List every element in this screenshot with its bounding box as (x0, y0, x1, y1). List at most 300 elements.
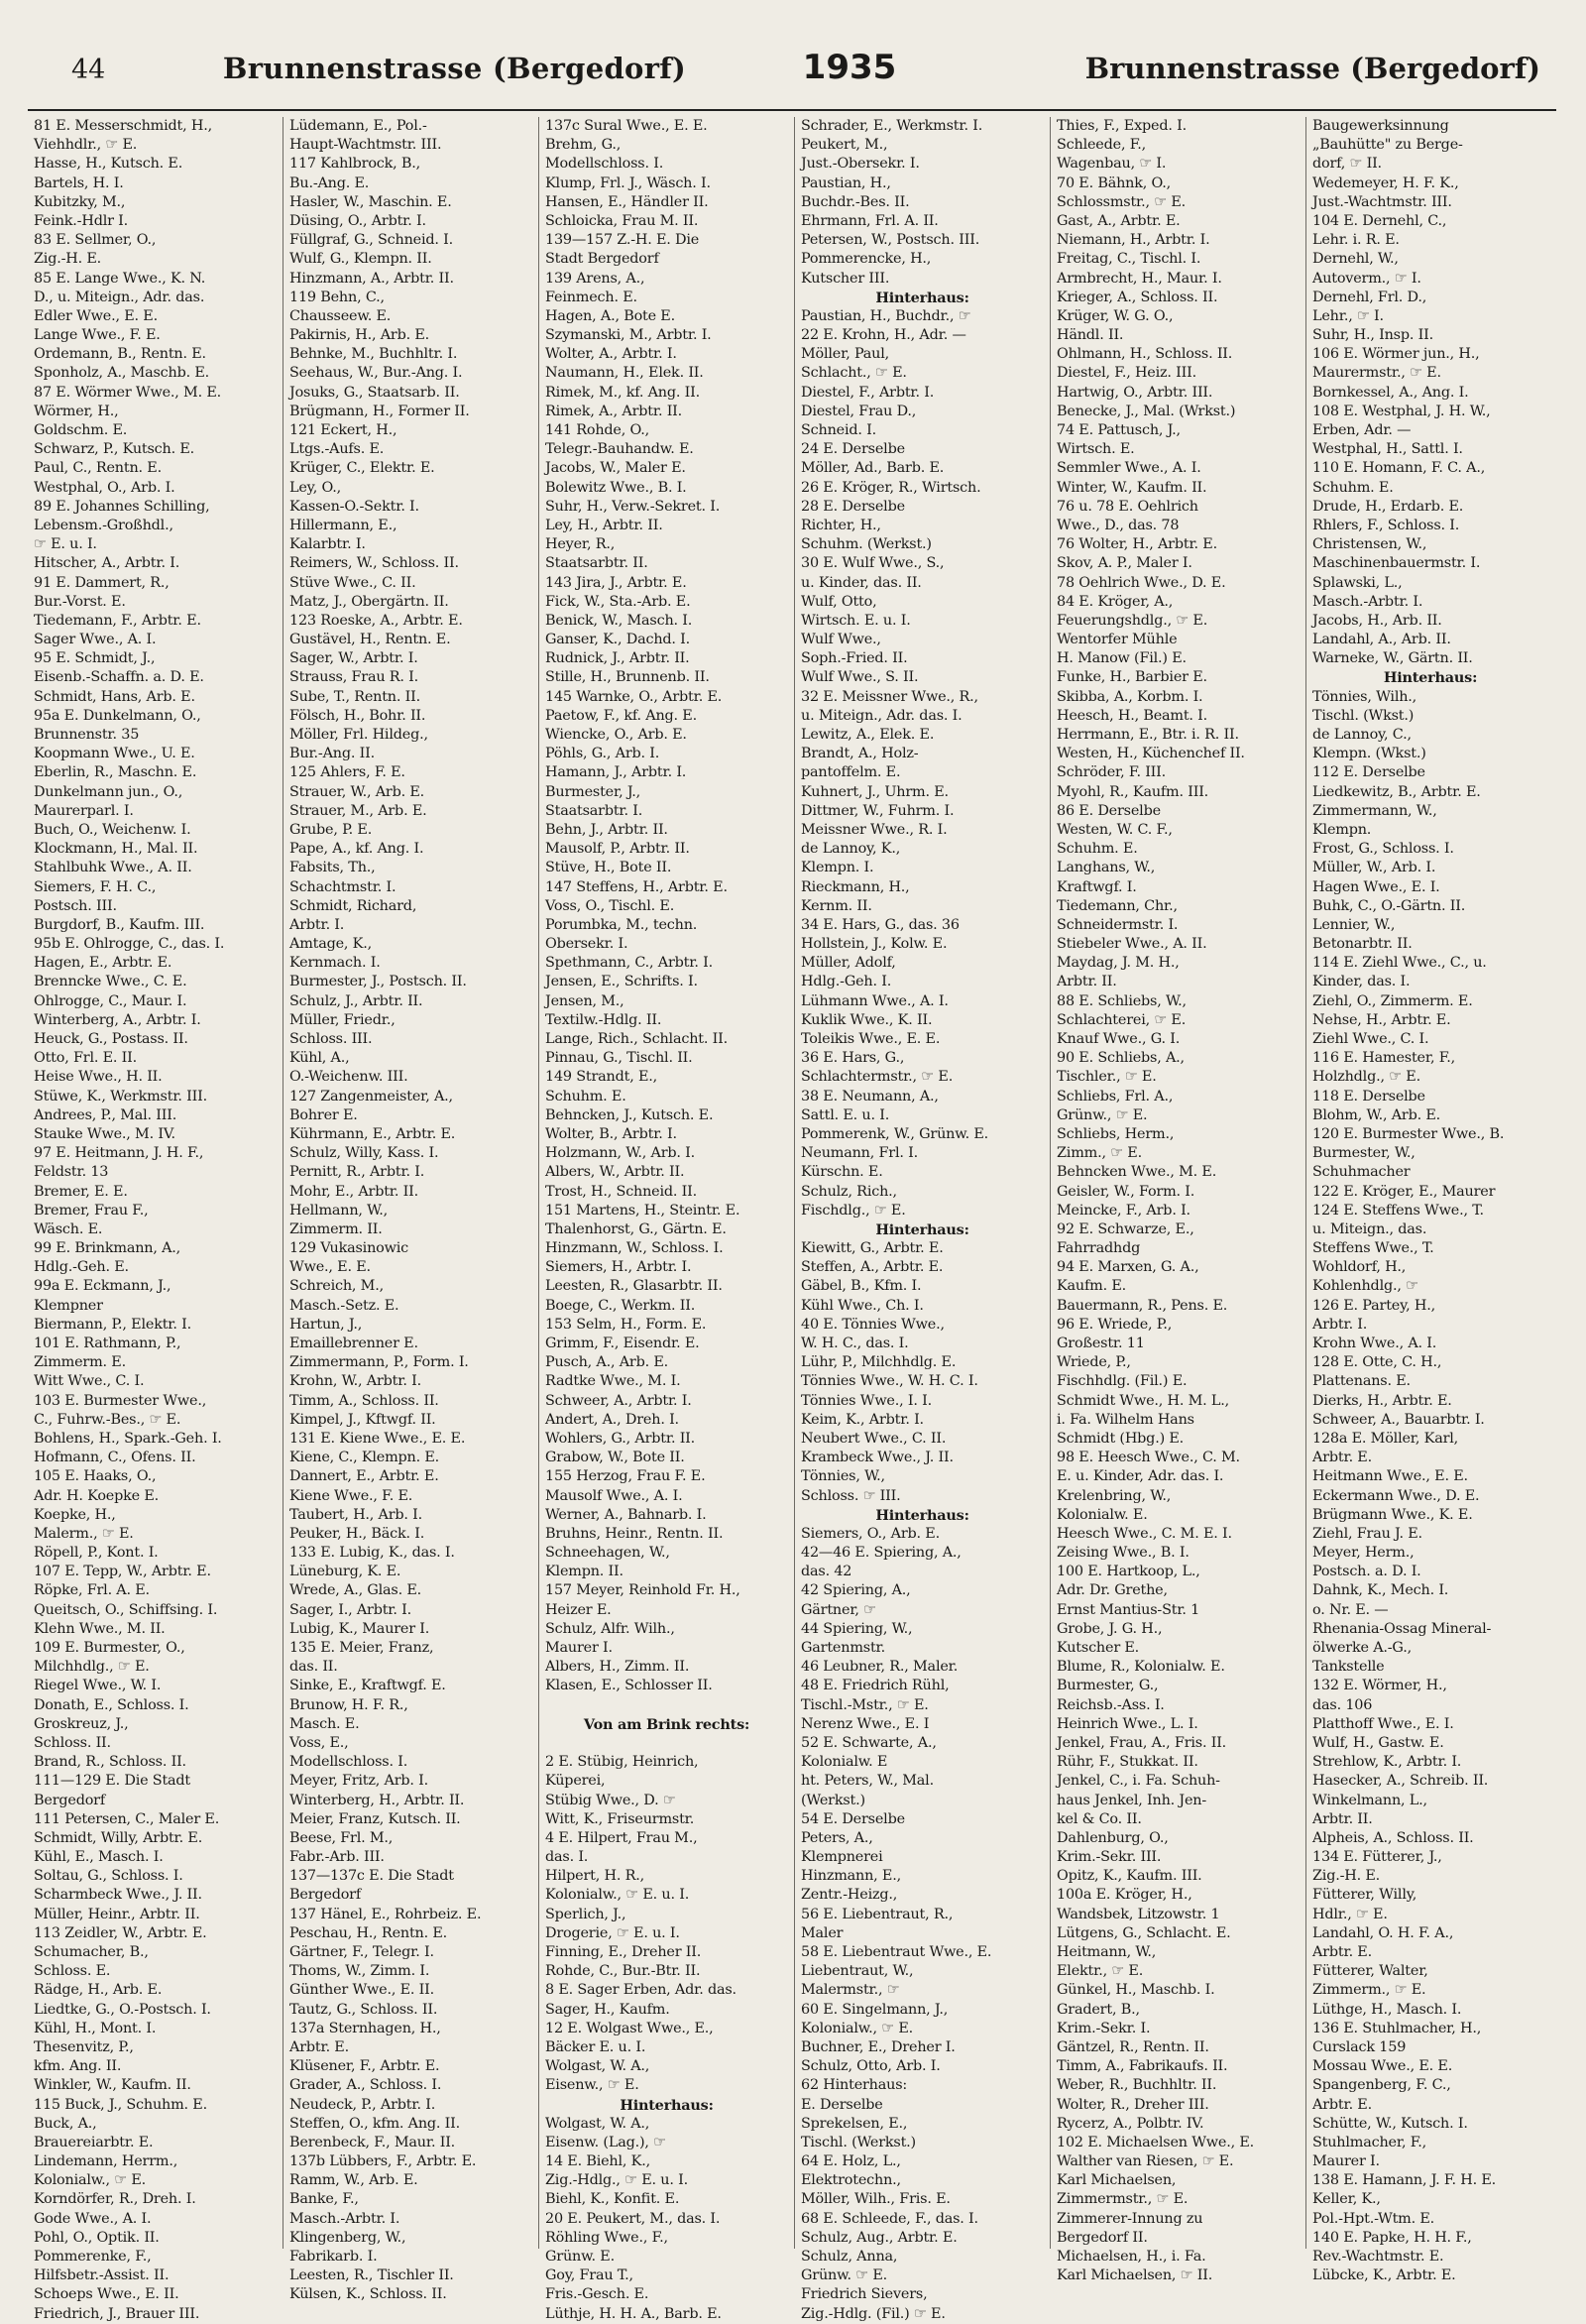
directory-entry-line: Masch. E. (289, 1715, 360, 1732)
directory-entry-line: Grobe, J. G. H., (1057, 1620, 1163, 1637)
directory-entry-line: Schloicka, Frau M. II. (545, 212, 699, 229)
directory-entry-line: Warneke, W., Gärtn. II. (1312, 650, 1473, 667)
directory-entry-line: Beese, Frl. M., (289, 1829, 394, 1846)
directory-entry-line: Burmester, W., (1312, 1145, 1416, 1162)
directory-entry-line: Wäsch. E. (34, 1220, 103, 1237)
directory-entry-line: Fris.-Gesch. E. (545, 2286, 649, 2303)
directory-entry-line: Just.-Wachtmstr. III. (1312, 193, 1452, 210)
directory-entry-line: Kalarbtr. I. (289, 536, 366, 553)
directory-entry-line: Krohn Wwe., A. I. (1312, 1336, 1437, 1351)
directory-entry-line: Wriede, P., (1057, 1354, 1131, 1371)
directory-entry-line: 74 E. Pattusch, J., (1057, 422, 1181, 438)
directory-entry-line: Nerenz Wwe., E. I (801, 1715, 930, 1732)
directory-entry-line: Peuker, H., Bäck. I. (289, 1525, 425, 1542)
directory-entry-line: Schmidt (Hbg.) E. (1057, 1430, 1185, 1447)
directory-entry-line: Rhenania-Ossag Mineral- (1312, 1620, 1492, 1637)
directory-entry-line: Hamann, J., Arbtr. I. (545, 764, 687, 781)
directory-entry-line: Liedtke, G., O.-Postsch. I. (34, 2001, 211, 2018)
directory-entry-line: 143 Jira, J., Arbtr. E. (545, 574, 687, 591)
directory-entry-line: Schulz, Aug., Arbtr. E. (801, 2229, 958, 2246)
directory-entry-line: Tankstelle (1312, 1659, 1385, 1676)
directory-entry-line: Landahl, O. H. F. A., (1312, 1924, 1454, 1941)
directory-entry-line: 123 Roeske, A., Arbtr. E. (289, 612, 463, 629)
directory-entry-line: Wolgast, W. A., (545, 2058, 650, 2075)
directory-entry-line: Schliebs, Frl. A., (1057, 1088, 1174, 1104)
directory-entry-line: Rieckmann, H., (801, 878, 910, 895)
directory-entry-line: Gartenmstr. (801, 1640, 886, 1656)
directory-entry-line: Fabr.-Arb. III. (289, 1849, 385, 1866)
directory-entry-line: Schleede, F., (1057, 137, 1146, 154)
directory-entry-line: Brehm, G., (545, 137, 622, 154)
directory-entry-line: Müller, Heinr., Arbtr. II. (34, 1906, 200, 1922)
directory-entry-line: Mausolf Wwe., A. I. (545, 1487, 683, 1504)
directory-entry-line: 104 E. Dernehl, C., (1312, 212, 1447, 229)
directory-entry-line: 138 E. Hamann, J. F. H. E. (1312, 2172, 1497, 2189)
directory-entry-line: de Lannoy, C., (1312, 727, 1412, 743)
directory-entry-line: Timm, A., Fabrikaufs. II. (1057, 2058, 1228, 2075)
directory-entry-line: Sinke, E., Kraftwgf. E. (289, 1678, 446, 1694)
directory-entry-line: 140 E. Papke, H. H. F., (1312, 2229, 1472, 2246)
directory-entry-line: W. H. C., das. I. (801, 1336, 909, 1351)
directory-entry-line: 83 E. Sellmer, O., (34, 232, 157, 249)
directory-entry-line: Brügmann, H., Former II. (289, 403, 470, 419)
directory-entry-line: Tischl. (Werkst.) (801, 2134, 916, 2150)
directory-entry-line: Hagen, E., Arbtr. E. (34, 955, 172, 972)
directory-entry-line: Jensen, E., Schrifts. I. (545, 974, 698, 990)
directory-column (1051, 117, 1306, 2284)
directory-entry-line: ht. Peters, W., Mal. (801, 1773, 934, 1790)
directory-entry-line: Kiene, C., Klempn. E. (289, 1450, 440, 1466)
directory-entry-line: 56 E. Liebentraut, R., (801, 1906, 954, 1922)
directory-entry-line: Kiene Wwe., F. E. (289, 1487, 413, 1504)
directory-entry-line: 32 E. Meissner Wwe., R., (801, 688, 978, 705)
directory-entry-line: Trost, H., Schneid. II. (545, 1183, 698, 1200)
directory-entry-line: 68 E. Schleede, F., das. I. (801, 2210, 978, 2227)
directory-entry-line: 116 E. Hamester, F., (1312, 1050, 1456, 1067)
directory-entry-line: Ohlmann, H., Schloss. II. (1057, 346, 1233, 363)
directory-entry-line: 135 E. Meier, Franz, (289, 1640, 434, 1656)
directory-entry-line: Hasecker, A., Schreib. II. (1312, 1773, 1489, 1790)
directory-entry-line: 86 E. Derselbe (1057, 802, 1161, 819)
directory-entry-line: Tiedemann, Chr., (1057, 897, 1178, 914)
directory-entry-line: kfm. Ang. II. (34, 2058, 122, 2075)
directory-entry-line: das. 106 (1312, 1696, 1373, 1713)
directory-entry-line: Adr. H. Koepke E. (34, 1487, 159, 1504)
directory-entry-line: Brunow, H. F. R., (289, 1696, 408, 1713)
directory-entry-line: Witt, K., Friseurmstr. (545, 1810, 695, 1827)
directory-entry-line: 34 E. Hars, G., das. 36 (801, 916, 960, 933)
directory-entry-line: 30 E. Wulf Wwe., S., (801, 555, 945, 572)
directory-entry-line: (Werkst.) (801, 1792, 865, 1808)
directory-entry-line: Pommerencke, H., (801, 251, 932, 268)
directory-entry-line: 129 Vukasinowic (289, 1240, 408, 1257)
directory-entry-line: 99a E. Eckmann, J., (34, 1278, 171, 1295)
directory-entry-line: Kaufm. E. (1057, 1278, 1126, 1295)
directory-entry-line: Möller, Paul, (801, 346, 890, 363)
directory-entry-line: Korndörfer, R., Dreh. I. (34, 2191, 196, 2208)
directory-entry-line: Schulz, Alfr. Wilh., (545, 1620, 675, 1637)
directory-entry-line: 91 E. Dammert, R., (34, 574, 170, 591)
directory-entry-line: Kassen-O.-Sektr. I. (289, 498, 419, 515)
directory-entry-line: Hinterhaus: (620, 2096, 714, 2114)
directory-entry-line: Zimmerm., ☞ E. (1312, 1982, 1426, 1999)
directory-entry-line: Otto, Frl. E. II. (34, 1050, 137, 1067)
directory-entry-line: Fölsch, H., Bohr. II. (289, 707, 426, 724)
directory-entry-line: Werner, A., Bahnarb. I. (545, 1506, 707, 1523)
directory-entry-line: Kuhnert, J., Uhrm. E. (801, 783, 949, 800)
directory-entry-line: Matz, J., Obergärtn. II. (289, 593, 449, 610)
directory-entry-line: Wulf, Otto, (801, 593, 877, 610)
directory-entry-line: Krüger, W. G. O., (1057, 307, 1174, 324)
directory-entry-line: 139—157 Z.-H. E. Die (545, 232, 700, 249)
directory-entry-line: Behncken, J., Kutsch. E. (545, 1106, 714, 1123)
directory-entry-line: Gäntzel, R., Rentn. II. (1057, 2038, 1209, 2055)
directory-entry-line: Rimek, A., Arbtr. II. (545, 403, 683, 419)
directory-entry-line: 95a E. Dunkelmann, O., (34, 707, 201, 724)
directory-entry-line: Schlacht., ☞ E. (801, 365, 907, 382)
directory-entry-line: Bohrer E. (289, 1106, 358, 1123)
directory-entry-line: Grabow, W., Bote II. (545, 1450, 685, 1466)
directory-entry-line: Dahnk, K., Mech. I. (1312, 1582, 1449, 1599)
directory-entry-line: E. Derselbe (801, 2096, 883, 2113)
directory-entry-line: Lüneburg, K. E. (289, 1564, 401, 1580)
directory-entry-line: Müller, Adolf, (801, 955, 896, 972)
directory-entry-line: Tischl. (Wkst.) (1312, 707, 1415, 724)
directory-entry-line: Zig.-Hdlg. (Fil.) ☞ E. (801, 2305, 946, 2322)
directory-entry-line: 100 E. Hartkoop, L., (1057, 1564, 1200, 1580)
directory-entry-line: Krieger, A., Schloss. II. (1057, 289, 1218, 305)
directory-entry-line: Hdlr., ☞ E. (1312, 1906, 1388, 1922)
directory-entry-line: Von am Brink rechts: (583, 1715, 750, 1733)
directory-entry-line: Just.-Obersekr. I. (801, 156, 920, 173)
directory-entry-line: Bu.-Ang. E. (289, 174, 370, 191)
directory-entry-line: Modellschloss. I. (289, 1754, 408, 1771)
street-title-left: Brunnenstrasse (Bergedorf) (222, 52, 687, 85)
directory-entry-line: 98 E. Heesch Wwe., C. M. (1057, 1450, 1240, 1466)
directory-entry-line: Schlossmstr., ☞ E. (1057, 193, 1187, 210)
directory-entry-line: Schrader, E., Werkmstr. I. (801, 118, 983, 134)
directory-entry-line: Groskreuz, J., (34, 1715, 129, 1732)
directory-entry-line: Peukert, M., (801, 137, 888, 154)
directory-entry-line: Michaelsen, H., i. Fa. (1057, 2249, 1206, 2265)
directory-entry-line: Ziehl, Frau J. E. (1312, 1525, 1422, 1542)
directory-entry-line: Dittmer, W., Fuhrm. I. (801, 802, 955, 819)
directory-entry-line: Sager, W., Arbtr. I. (289, 650, 418, 667)
directory-entry-line: 128 E. Otte, C. H., (1312, 1354, 1442, 1371)
directory-entry-line: Fabsits, Th., (289, 860, 376, 876)
directory-entry-line: Jacobs, H., Arb. II. (1312, 612, 1442, 629)
directory-entry-line: Fahrradhdg (1057, 1240, 1141, 1257)
directory-entry-line: Lange Wwe., F. E. (34, 327, 161, 344)
directory-entry-line: Lennier, W., (1312, 916, 1396, 933)
directory-entry-line: Kohlenhdlg., ☞ (1312, 1278, 1418, 1295)
directory-entry-line: Bergedorf (289, 1887, 361, 1904)
directory-entry-line (545, 1696, 788, 1715)
directory-entry-line: Grimm, F., Eisendr. E. (545, 1336, 700, 1351)
directory-entry-line: 112 E. Derselbe (1312, 764, 1425, 781)
directory-entry-line: Sager Wwe., A. I. (34, 632, 157, 648)
directory-entry-line: Klempn. I. (801, 860, 874, 876)
directory-entry-line: Schlachterei, ☞ E. (1057, 1011, 1187, 1028)
directory-entry-line: Tautz, G., Schloss. II. (289, 2001, 438, 2018)
directory-entry-line: Wirtsch. E. (1057, 441, 1135, 458)
directory-entry-line: Keller, K., (1312, 2191, 1381, 2208)
directory-entry-line: Thoms, W., Zimm. I. (289, 1963, 430, 1980)
directory-entry-line: 137a Sternhagen, H., (289, 2020, 441, 2036)
directory-entry-line: ☞ E. u. I. (34, 536, 97, 553)
directory-entry-line: Albers, H., Zimm. II. (545, 1659, 690, 1676)
directory-entry-line: Zimmermann, W., (1312, 802, 1437, 819)
directory-entry-line: Stiebeler Wwe., A. II. (1057, 936, 1207, 953)
directory-entry-line: Burmester, J., (545, 783, 641, 800)
directory-entry-line: Jensen, M., (545, 992, 624, 1009)
directory-entry-line: 111—129 E. Die Stadt (34, 1773, 191, 1790)
directory-columns (28, 117, 1560, 2322)
directory-entry-line: Malerm., ☞ E. (34, 1525, 134, 1542)
directory-entry-line: Külsen, K., Schloss. II. (289, 2286, 447, 2303)
directory-entry-line: Westen, W. C. F., (1057, 821, 1173, 838)
directory-entry-line: Stübig Wwe., D. ☞ (545, 1792, 676, 1808)
directory-entry-line: 40 E. Tönnies Wwe., (801, 1316, 945, 1333)
directory-entry-line: Maurer I. (545, 1640, 613, 1656)
directory-entry-line: Brauereiarbtr. E. (34, 2134, 154, 2150)
directory-entry-line: Tönnies, Wilh., (1312, 688, 1417, 705)
directory-entry-line: Lubig, K., Maurer I. (289, 1620, 430, 1637)
page-number: 44 (71, 55, 106, 85)
directory-entry-line: Bremer, Frau F., (34, 1202, 149, 1219)
directory-entry-line: Erben, Adr. — (1312, 422, 1412, 438)
page-header (28, 48, 1556, 111)
directory-entry-line: Strauss, Frau R. I. (289, 669, 419, 686)
directory-entry-line: Maurer I. (1312, 2153, 1380, 2170)
directory-entry-line: 14 E. Biehl, K., (545, 2153, 650, 2170)
directory-entry-line: Sager, H., Kaufm. (545, 2001, 670, 2018)
directory-entry-line: Wolter, A., Arbtr. I. (545, 346, 677, 363)
directory-entry-line: Hartun, J., (289, 1316, 363, 1333)
directory-entry-line (545, 1734, 788, 1753)
directory-entry-line: Bur.-Ang. II. (289, 746, 375, 762)
directory-entry-line: Hitscher, A., Arbtr. I. (34, 555, 180, 572)
directory-entry-line: Strehlow, K., Arbtr. I. (1312, 1754, 1462, 1771)
directory-entry-line: Brandt, A., Holz- (801, 746, 919, 762)
directory-entry-line: Schloss. II. (34, 1734, 111, 1751)
directory-entry-line: Meincke, F., Arb. I. (1057, 1202, 1190, 1219)
directory-entry-line: 89 E. Johannes Schilling, (34, 498, 210, 515)
directory-entry-line: Zimm., ☞ E. (1057, 1145, 1142, 1162)
directory-entry-line: Holzhdlg., ☞ E. (1312, 1069, 1420, 1086)
directory-entry-line: Buchdr.-Bes. II. (801, 193, 910, 210)
directory-entry-line: Fabrikarb. I. (289, 2249, 378, 2265)
directory-entry-line: Ley, H., Arbtr. II. (545, 517, 663, 533)
directory-entry-line: Gärtner, F., Telegr. I. (289, 1944, 434, 1960)
directory-entry-line: Heuck, G., Postass. II. (34, 1031, 188, 1047)
directory-entry-line: 122 E. Kröger, E., Maurer (1312, 1183, 1496, 1200)
directory-entry-line: Grünw. E. (545, 2249, 615, 2265)
directory-entry-line: Schreich, M., (289, 1278, 384, 1295)
directory-entry-line: Krim.-Sekr. I. (1057, 2020, 1151, 2036)
directory-entry-line: Pernitt, R., Arbtr. I. (289, 1164, 425, 1181)
directory-entry-line: Kubitzky, M., (34, 193, 126, 210)
directory-entry-line: Klempnerei (801, 1849, 883, 1866)
directory-entry-line: Paustian, H., Buchdr., ☞ (801, 307, 971, 324)
directory-entry-line: Feldstr. 13 (34, 1164, 109, 1181)
directory-entry-line: Fick, W., Sta.-Arb. E. (545, 593, 691, 610)
directory-entry-line: Kühl, E., Masch. I. (34, 1849, 164, 1866)
directory-entry-line: Banke, F., (289, 2191, 359, 2208)
directory-entry-line: Myohl, R., Kaufm. III. (1057, 783, 1209, 800)
directory-entry-line: Zimmerer-Innung zu (1057, 2210, 1203, 2227)
directory-entry-line: Zeising Wwe., B. I. (1057, 1545, 1190, 1562)
directory-entry-line: Heyer, R., (545, 536, 616, 553)
directory-entry-line: Hilpert, H. R., (545, 1868, 644, 1885)
directory-entry-line: Rycerz, A., Polbtr. IV. (1057, 2115, 1204, 2132)
directory-entry-line: Lühr, P., Milchhdlg. E. (801, 1354, 957, 1371)
directory-entry-line: Eckermann Wwe., D. E. (1312, 1487, 1480, 1504)
directory-entry-line: Winterberg, H., Arbtr. II. (289, 1792, 465, 1808)
directory-entry-line: Wentorfer Mühle (1057, 632, 1178, 648)
directory-entry-line: Kolonialw., ☞ E. u. I. (545, 1887, 690, 1904)
directory-entry-line: Schuhm. E. (545, 1088, 626, 1104)
directory-entry-line: Radtke Wwe., M. I. (545, 1373, 681, 1390)
directory-entry-line: Möller, Ad., Barb. E. (801, 460, 945, 477)
directory-entry-line: Wohlers, G., Arbtr. II. (545, 1430, 696, 1447)
directory-entry-line: Koopmann Wwe., U. E. (34, 746, 195, 762)
directory-entry-line: Ehrmann, Frl. A. II. (801, 212, 939, 229)
directory-entry-line: Chausseew. E. (289, 307, 392, 324)
directory-entry-line: Arbtr. II. (1057, 974, 1117, 990)
directory-entry-line: Wulf Wwe., S. II. (801, 669, 919, 686)
directory-entry-line: Ziehl, O., Zimmerm. E. (1312, 992, 1473, 1009)
directory-entry-line: 137 Hänel, E., Rohrbeiz. E. (289, 1906, 482, 1922)
directory-entry-line: Postsch. III. (34, 897, 117, 914)
directory-entry-line: Sattl. E. u. I. (801, 1106, 890, 1123)
directory-entry-line: Strauer, M., Arb. E. (289, 802, 427, 819)
directory-entry-line: 54 E. Derselbe (801, 1810, 905, 1827)
directory-entry-line: Lindemann, Herrm., (34, 2153, 178, 2170)
directory-entry-line: Ltgs.-Aufs. E. (289, 441, 385, 458)
directory-entry-line: 24 E. Derselbe (801, 441, 905, 458)
directory-entry-line: Naumann, H., Elek. II. (545, 365, 704, 382)
directory-entry-line: Kimpel, J., Kftwgf. II. (289, 1411, 436, 1428)
directory-entry-line: Klingenberg, W., (289, 2229, 406, 2246)
directory-entry-line: Ordemann, B., Rentn. E. (34, 346, 206, 363)
directory-entry-line: Zig.-Hdlg., ☞ E. u. I. (545, 2172, 688, 2189)
directory-entry-line: Bohlens, H., Spark.-Geh. I. (34, 1430, 222, 1447)
directory-entry-line: 78 Oehlrich Wwe., D. E. (1057, 574, 1226, 591)
directory-entry-line: Landahl, A., Arb. II. (1312, 632, 1451, 648)
directory-entry-line: Behncken Wwe., M. E. (1057, 1164, 1217, 1181)
directory-entry-line: Edler Wwe., E. E. (34, 307, 158, 324)
directory-entry-line: Heizer E. (545, 1601, 612, 1618)
directory-entry-line: Gode Wwe., A. I. (34, 2210, 152, 2227)
directory-entry-line: Biehl, K., Konfit. E. (545, 2191, 680, 2208)
directory-entry-line: Drude, H., Erdarb. E. (1312, 498, 1464, 515)
directory-entry-line: Amtage, K., (289, 936, 372, 953)
directory-entry-line: Klempn. II. (545, 1564, 623, 1580)
directory-entry-line: Semmler Wwe., A. I. (1057, 460, 1201, 477)
directory-entry-line: Zimmermann, P., Form. I. (289, 1354, 469, 1371)
directory-entry-line: Klempn. (Wkst.) (1312, 746, 1426, 762)
directory-entry-line: Haupt-Wachtmstr. III. (289, 137, 442, 154)
directory-entry-line: Lebensm.-Großhdl., (34, 517, 173, 533)
directory-entry-line: 2 E. Stübig, Heinrich, (545, 1754, 699, 1771)
directory-entry-line: Voss, E., (289, 1734, 349, 1751)
directory-entry-line: 8 E. Sager Erben, Adr. das. (545, 1982, 736, 1999)
directory-entry-line: Maydag, J. M. H., (1057, 955, 1180, 972)
directory-entry-line: Behn, J., Arbtr. II. (545, 821, 668, 838)
directory-entry-line: Eberlin, R., Maschn. E. (34, 764, 197, 781)
directory-entry-line: 99 E. Brinkmann, A., (34, 1240, 181, 1257)
directory-entry-line: Röhling Wwe., F., (545, 2229, 668, 2246)
directory-entry-line: Meier, Franz, Kutsch. II. (289, 1810, 461, 1827)
directory-entry-line: Wörmer, H., (34, 403, 119, 419)
directory-entry-line: Staatsarbtr. I. (545, 802, 643, 819)
directory-entry-line: 153 Selm, H., Form. E. (545, 1316, 707, 1333)
directory-entry-line: Lange, Rich., Schlacht. II. (545, 1031, 728, 1047)
directory-entry-line: Maurerparl. I. (34, 802, 134, 819)
directory-entry-line: Schmidt, Willy, Arbtr. E. (34, 1829, 203, 1846)
directory-entry-line: Schuhm. E. (1312, 479, 1394, 496)
directory-entry-line: Zig.-H. E. (1312, 1868, 1381, 1885)
directory-entry-line: Viehhdlr., ☞ E. (34, 137, 138, 154)
directory-entry-line: Sager, I., Arbtr. I. (289, 1601, 411, 1618)
directory-entry-line: Günther Wwe., E. II. (289, 1982, 434, 1999)
directory-entry-line: Schweer, A., Arbtr. I. (545, 1392, 692, 1409)
directory-entry-line: Schumacher, B., (34, 1944, 149, 1960)
directory-entry-line: 64 E. Holz, L., (801, 2153, 901, 2170)
directory-entry-line: Kühl, H., Mont. I. (34, 2020, 157, 2036)
directory-entry-line: Emaillebrenner E. (289, 1336, 418, 1351)
directory-entry-line: Kiewitt, G., Arbtr. E. (801, 1240, 944, 1257)
directory-entry-line: Dannert, E., Arbtr. E. (289, 1468, 439, 1485)
directory-entry-line: Ohlrogge, C., Maur. I. (34, 992, 187, 1009)
directory-entry-line: 139 Arens, A., (545, 270, 645, 287)
directory-entry-line: C., Fuhrw.-Bes., ☞ E. (34, 1411, 181, 1428)
directory-entry-line: Ley, O., (289, 479, 341, 496)
directory-entry-line: Bartels, H. I. (34, 174, 124, 191)
directory-entry-line: Obersekr. I. (545, 936, 628, 953)
directory-entry-line: 127 Zangenmeister, A., (289, 1088, 453, 1104)
directory-entry-line: Friedrich Sievers, (801, 2286, 928, 2303)
directory-entry-line: Freitag, C., Tischl. I. (1057, 251, 1201, 268)
directory-entry-line: Bruhns, Heinr., Rentn. II. (545, 1525, 724, 1542)
directory-entry-line: Liedkewitz, B., Arbtr. E. (1312, 783, 1481, 800)
directory-entry-line: Pommerenk, W., Grünw. E. (801, 1125, 989, 1142)
directory-entry-line: 114 E. Ziehl Wwe., C., u. (1312, 955, 1487, 972)
directory-entry-line: 48 E. Friedrich Rühl, (801, 1678, 950, 1694)
directory-entry-line: 62 Hinterhaus: (801, 2077, 908, 2094)
directory-entry-line: 12 E. Wolgast Wwe., E., (545, 2020, 714, 2036)
directory-entry-line: 111 Petersen, C., Maler E. (34, 1810, 220, 1827)
directory-entry-line: Walther van Riesen, ☞ E. (1057, 2153, 1234, 2170)
directory-entry-line: Düsing, O., Arbtr. I. (289, 212, 426, 229)
directory-entry-line: Pakirnis, H., Arb. E. (289, 327, 430, 344)
directory-entry-line: Paul, C., Rentn. E. (34, 460, 162, 477)
directory-entry-line: Schneid. I. (801, 422, 876, 438)
directory-entry-line: 136 E. Stuhlmacher, H., (1312, 2020, 1482, 2036)
directory-entry-line: Karl Michaelsen, (1057, 2172, 1177, 2189)
directory-entry-line: Arbtr. E. (1312, 2096, 1372, 2113)
directory-entry-line: Taubert, H., Arb. I. (289, 1506, 423, 1523)
directory-entry-line: Heitmann Wwe., E. E. (1312, 1468, 1468, 1485)
directory-entry-line: Schmidt Wwe., H. M. L., (1057, 1392, 1230, 1409)
directory-entry-line: 137—137c E. Die Stadt (289, 1868, 454, 1885)
directory-entry-line: Rudnick, J., Arbtr. II. (545, 650, 690, 667)
directory-entry-line: Kuklik Wwe., K. II. (801, 1011, 933, 1028)
directory-entry-line: Lübcke, K., Arbtr. E. (1312, 2267, 1456, 2284)
directory-entry-line: i. Fa. Wilhelm Hans (1057, 1411, 1194, 1428)
directory-entry-line: Kolonialw. E. (1057, 1506, 1148, 1523)
